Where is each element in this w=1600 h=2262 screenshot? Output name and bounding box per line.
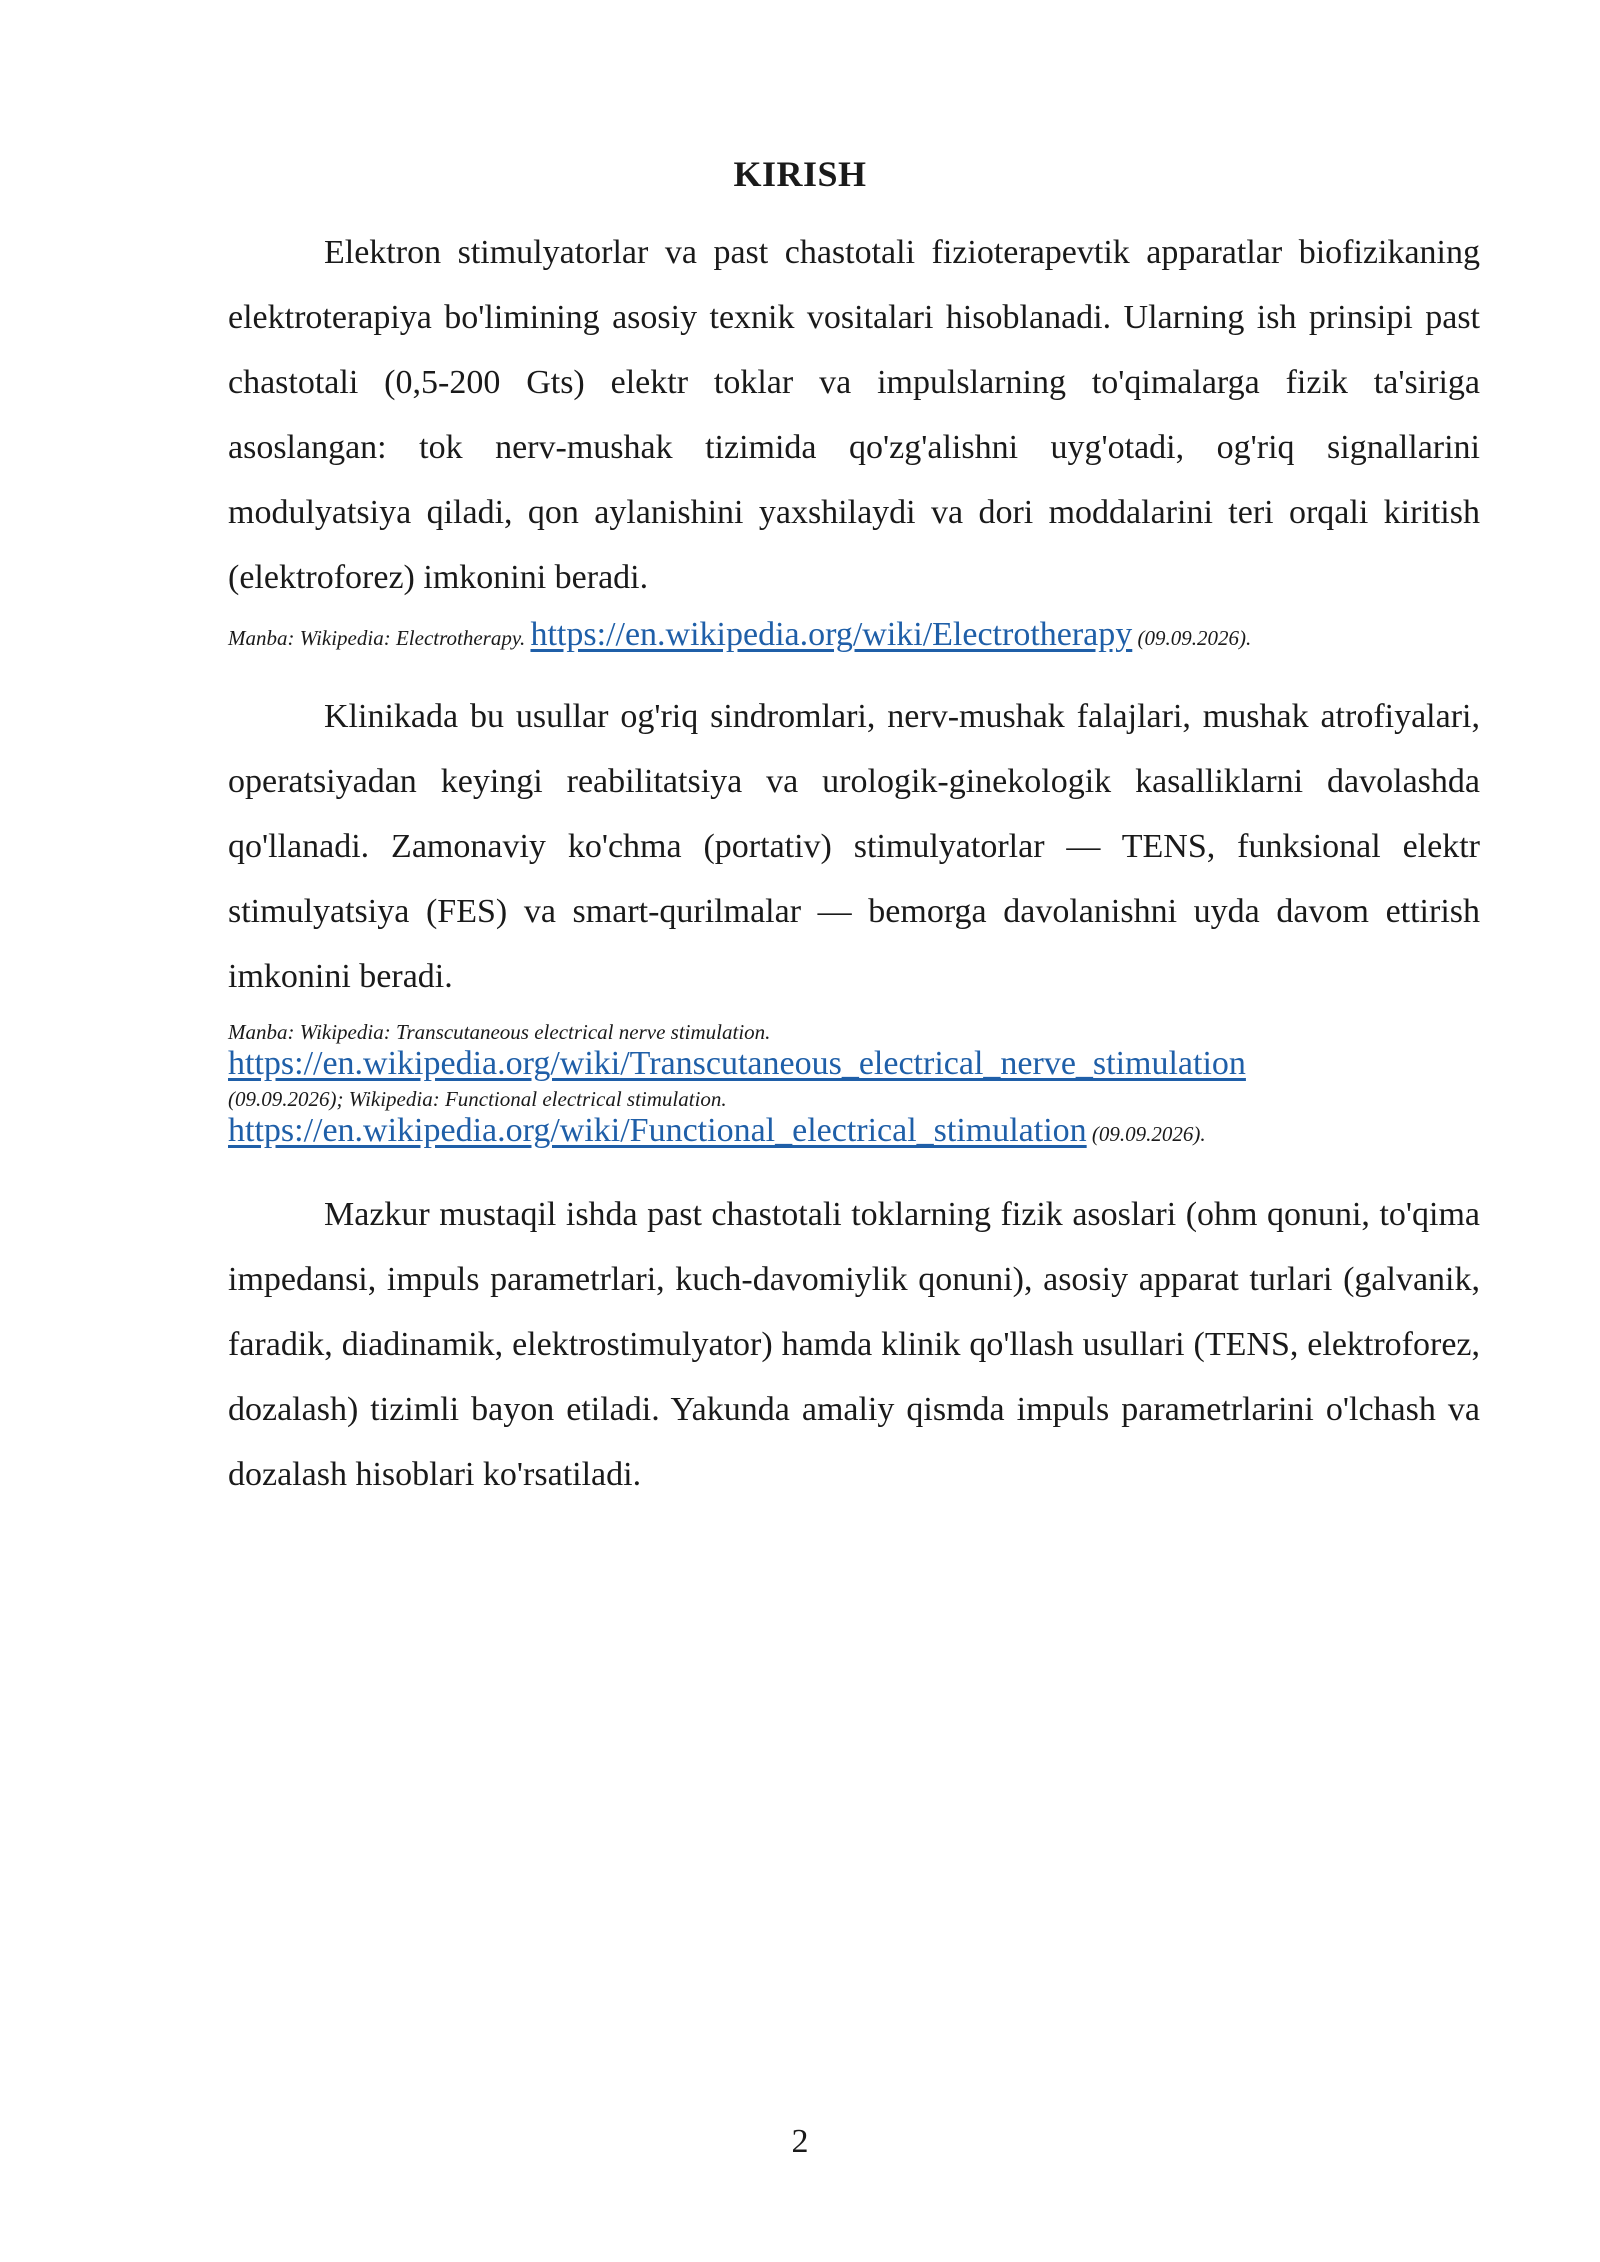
paragraph-scope: Mazkur mustaqil ishda past chastotali toklarning fizik asoslari (ohm qonuni, to'qima impedansi, impuls parametrlari, kuch-davomiylik qonuni), asosiy apparat turlari (galvanik, faradik, diadinamik, elektrostimulyator) hamda klinik qo'llash usullari (TENS, elektroforez, dozalash) tizimli bayon etiladi. Yakunda amaliy qismda impuls parametrlarini o'lchash va dozalash hisoblari ko'rsatiladi. bbox=[228, 1196, 1480, 1493]
source-link-electrotherapy[interactable]: https://en.wikipedia.org/wiki/Electrotherapy bbox=[530, 616, 1133, 653]
source-line-fes: (09.09.2026); Wikipedia: Functional electrical stimulation. bbox=[228, 1087, 727, 1111]
source-note-electrotherapy bbox=[228, 616, 1488, 653]
source-date: (09.09.2026). bbox=[1137, 626, 1252, 650]
page-number: 2 bbox=[791, 2123, 809, 2160]
source-line-tens: Manba: Wikipedia: Transcutaneous electrical nerve stimulation. bbox=[228, 1020, 771, 1044]
source-link-fes[interactable]: https://en.wikipedia.org/wiki/Functional_electrical_stimulation bbox=[228, 1112, 1087, 1149]
source-date-fes: (09.09.2026). bbox=[1091, 1122, 1206, 1146]
page-title: KIRISH bbox=[733, 154, 867, 194]
source-link-tens[interactable]: https://en.wikipedia.org/wiki/Transcutaneous_electrical_nerve_stimulation bbox=[228, 1045, 1246, 1082]
source-note-tens-fes bbox=[228, 1020, 1488, 1154]
paragraph-intro: Elektron stimulyatorlar va past chastotali fizioterapevtik apparatlar biofizikaning elektroterapiya bo'limining asosiy texnik vositalari hisoblanadi. Ularning ish prinsipi past chastotali (0,5-200 Gts) elektr toklar va impulslarning to'qimalarga fizik ta'siriga asoslangan: tok nerv-mushak tizimida qo'zg'alishni uyg'otadi, og'riq signallarini modulyatsiya qiladi, qon aylanishini yaxshilaydi va dori moddalarini teri orqali kiritish (elektroforez) imkonini beradi. bbox=[228, 234, 1480, 596]
source-prefix: Manba: Wikipedia: Electrotherapy. bbox=[228, 626, 526, 650]
paragraph-clinical: Klinikada bu usullar og'riq sindromlari, nerv-mushak falajlari, mushak atrofiyalari, operatsiyadan keyingi reabilitatsiya va urologik-ginekologik kasalliklarni davolashda qo'llanadi. Zamonaviy ko'chma (portativ) stimulyatorlar — TENS, funksional elektr stimulyatsiya (FES) va smart-qurilmalar — bemorga davolanishni uyda davom ettirish imkonini beradi. bbox=[228, 698, 1480, 995]
